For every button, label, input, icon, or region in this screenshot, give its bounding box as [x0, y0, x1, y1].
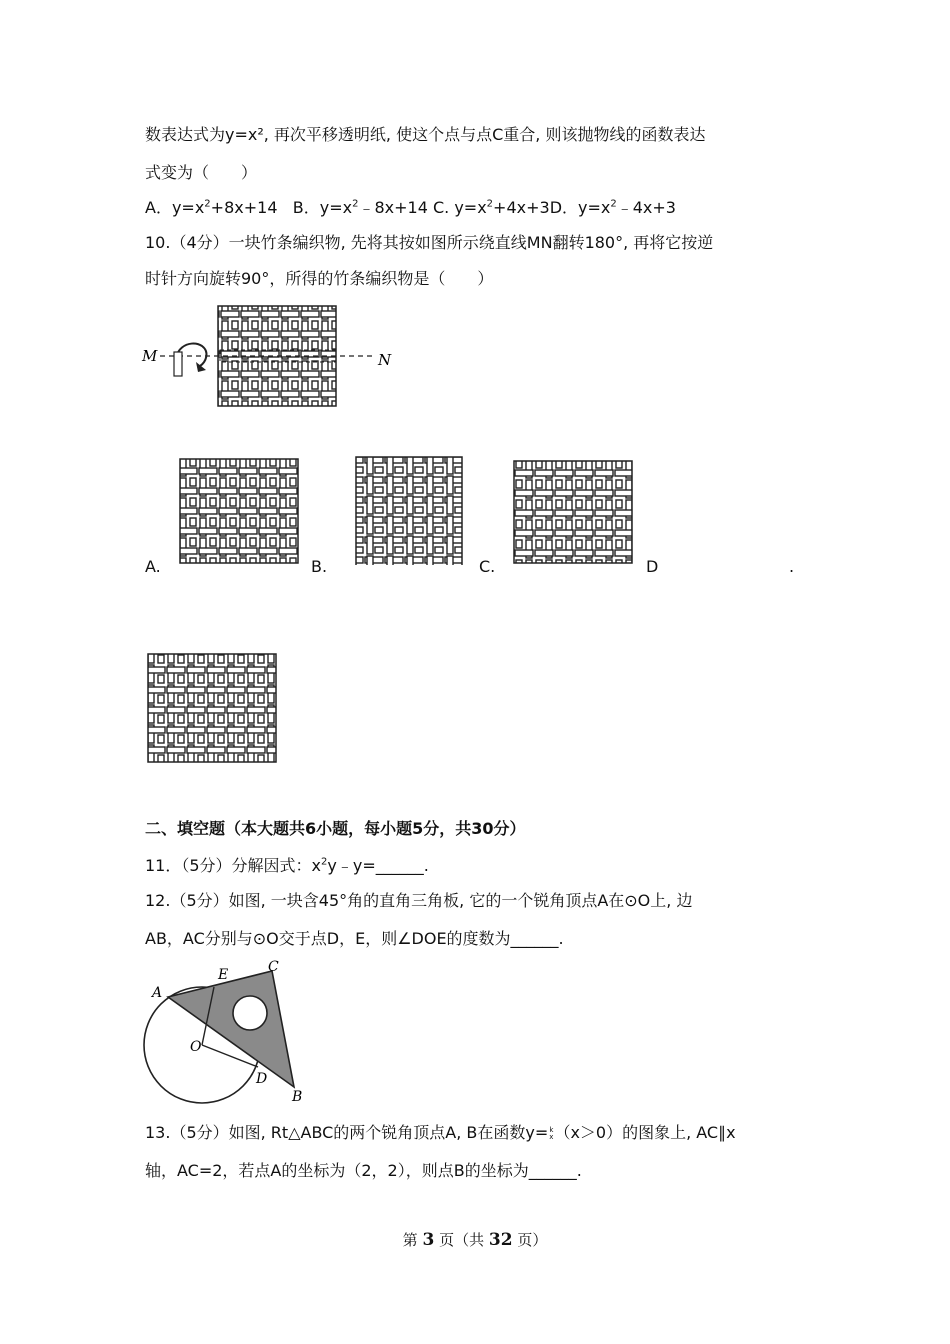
label-c: C	[268, 959, 279, 975]
q12-circle-triangle-figure	[140, 955, 320, 1105]
k-over-x-fraction: k x	[549, 1125, 554, 1141]
choice-a-weave	[178, 457, 300, 565]
label-d: D	[256, 1071, 268, 1087]
q9-option-c: C. $y=x^2+4x+3$	[432, 198, 550, 217]
section2-heading: 二、填空题（本大题共6小题，每小题5分，共30分）	[145, 819, 526, 838]
q12-line1: 12.（5分）如图, 一块含45°角的直角三角板, 它的一个锐角顶点A在⊙O上, 边	[145, 891, 693, 910]
choice-a-label: A.	[145, 557, 161, 576]
q12-line2: AB，AC分别与⊙O交于点D，E，则∠DOE的度数为______.	[145, 929, 564, 948]
choice-d-label: D	[646, 557, 659, 576]
label-m: M	[142, 347, 158, 365]
label-a: A	[152, 985, 163, 1001]
q10-weave-figure	[140, 300, 400, 412]
label-b: B	[292, 1089, 303, 1105]
q9-options	[145, 197, 676, 219]
q10-line2: 时针方向旋转90°，所得的竹条编织物是（ ）	[145, 269, 494, 288]
triangle-hole	[233, 996, 267, 1030]
q9-line2: 式变为（ ）	[145, 163, 258, 182]
q10-line1: 10.（4分）一块竹条编织物, 先将其按如图所示绕直线MN翻转180°, 再将它按逆	[145, 233, 714, 252]
choice-c-label: C.	[479, 557, 496, 576]
choice-d-period: .	[789, 557, 795, 576]
q9-option-b: B．$y=x^2﹣8x+14$	[292, 198, 428, 217]
q11-text: 11．（5分）分解因式：$x^2y﹣y=\_\_\_\_\_\_$.	[145, 856, 429, 875]
choice-d-weave	[146, 652, 278, 764]
page-footer: 第 3 页（共 32 页）	[402, 1230, 548, 1250]
choice-c-weave	[512, 459, 634, 565]
label-e: E	[218, 967, 229, 983]
choice-b-label: B.	[311, 557, 328, 576]
q13-line2: 轴，AC=2，若点A的坐标为（2，2），则点B的坐标为______.	[145, 1161, 582, 1180]
q9-option-d: D．$y=x^2﹣4x+3$	[549, 198, 676, 217]
label-o: O	[190, 1039, 202, 1055]
q9-line1: 数表达式为y=x², 再次平移透明纸, 使这个点与点C重合, 则该抛物线的函数表达	[145, 125, 706, 144]
page-number: 3	[422, 1230, 435, 1250]
label-n: N	[378, 351, 392, 369]
total-pages: 32	[488, 1230, 513, 1250]
choice-b-weave	[340, 455, 464, 565]
q13-line1: 13.（5分）如图, Rt△ABC的两个锐角顶点A, B在函数y= k x （x＞0）的图象上, AC∥x	[145, 1123, 736, 1142]
q9-option-a: A．$y=x^2+8x+14$	[145, 198, 278, 217]
